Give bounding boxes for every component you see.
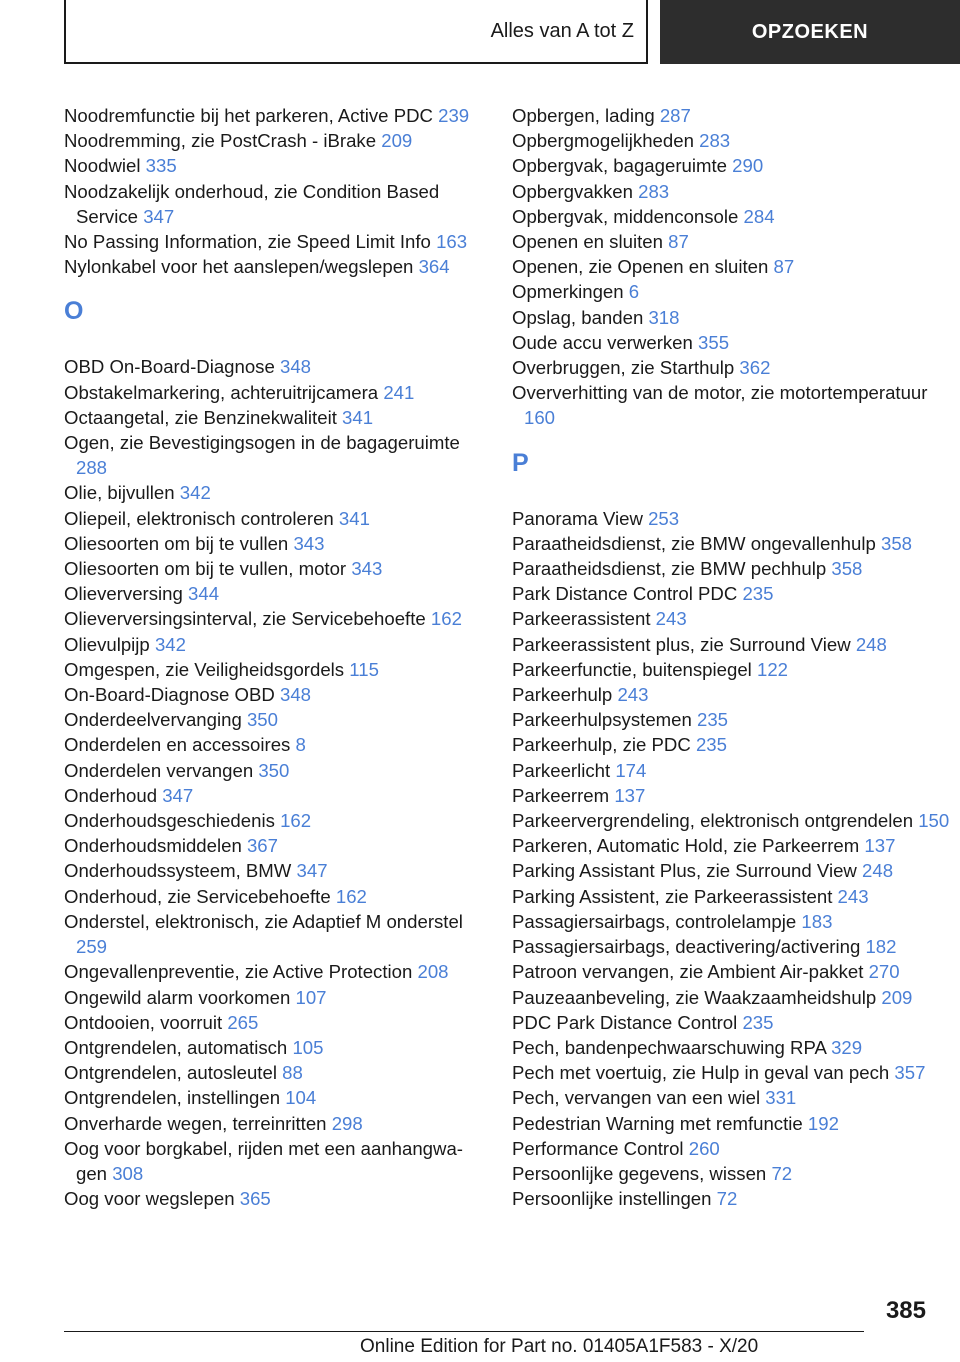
index-entry [64, 1136, 484, 1186]
page-reference-link[interactable]: 209 [881, 986, 913, 1008]
index-entry-text: Parking Assistent, zie Parkeerassistent [512, 885, 833, 907]
index-entry-text: Ongewild alarm voorkomen [64, 986, 291, 1008]
tab-opzoeken[interactable] [660, 0, 960, 64]
index-entry-text: Oliepeil, elektronisch controleren [64, 507, 334, 529]
index-entry [512, 1161, 952, 1186]
index-entry-text: Opbergvak, bagageruimte [512, 155, 727, 177]
index-entry [512, 707, 952, 732]
page-reference-link[interactable]: 87 [668, 231, 689, 253]
index-entry [64, 1010, 484, 1035]
index-entry [64, 682, 484, 707]
page-reference-link[interactable]: 348 [280, 684, 312, 706]
index-entry-text: Opbergvak, middenconsole [512, 205, 739, 227]
footer-divider [64, 1331, 864, 1332]
index-entry-text: Opbergen, lading [512, 105, 655, 126]
page-reference-link[interactable]: 192 [807, 1112, 839, 1134]
index-entry-text: Onderdelen en accessoires [64, 734, 291, 756]
page-reference-link[interactable]: 350 [246, 709, 278, 731]
index-entry-text: Noodzakelijk onderhoud, zie Condition Based Service [64, 180, 440, 227]
index-entry [512, 1060, 952, 1085]
index-entry [512, 934, 952, 959]
index-section-letter: P [512, 448, 529, 477]
index-entry-text: Octaangetal, zie Benzinekwaliteit [64, 406, 337, 428]
index-entry [64, 128, 484, 153]
index-entry [64, 657, 484, 682]
page-reference-link[interactable]: 358 [881, 532, 913, 554]
index-entry [512, 179, 952, 204]
index-entry-text: Noodremming, zie PostCrash - iBrake [64, 130, 377, 152]
page-reference-link[interactable]: 72 [771, 1162, 793, 1184]
index-entry [512, 380, 952, 430]
index-entry-text: Onderhoud, zie Servicebehoefte [64, 885, 331, 907]
index-entry-text: Ogen, zie Bevestigingsogen in de bagageruimte [64, 432, 460, 454]
page-reference-link[interactable]: 87 [773, 256, 795, 278]
index-entry [512, 758, 952, 783]
index-entry [64, 808, 484, 833]
index-entry-text: Onderhoudsgeschiedenis [64, 810, 275, 832]
index-entry-text: Nylonkabel voor het aanslepen/wegslepen [64, 256, 414, 278]
footer-edition-text: Online Edition for Part no. 01405A1F583 - X/20 [360, 1336, 759, 1357]
page-number: 385 [885, 1297, 926, 1324]
page-reference-link[interactable]: 115 [349, 658, 379, 680]
index-entry [512, 153, 952, 178]
index-entry-text: Passagiersairbags, controlelampje [512, 910, 797, 932]
page-reference-link[interactable]: 342 [154, 633, 186, 655]
index-entry-text: Patroon vervangen, zie Ambient Air-pakket [512, 961, 864, 983]
index-entry-text: Paraatheidsdienst, zie BMW pechhulp [512, 558, 827, 580]
page-reference-link[interactable]: 350 [258, 759, 290, 781]
index-entry [64, 833, 484, 858]
index-entry [512, 204, 952, 229]
index-entry [64, 985, 484, 1010]
index-entry [512, 808, 952, 833]
page-reference-link[interactable]: 367 [246, 835, 278, 857]
index-entry-text: Parkeerassistent [512, 608, 651, 630]
index-entry-text: Onderdelen vervangen [64, 759, 254, 781]
index-entry-text: On-Board-Diagnose OBD [64, 684, 275, 706]
index-entry [64, 884, 484, 909]
page-reference-link[interactable]: 235 [697, 709, 729, 731]
index-entry-text: No Passing Information, zie Speed Limit Info [64, 231, 431, 253]
page-reference-link[interactable]: 265 [227, 1011, 259, 1033]
page-reference-link[interactable]: 308 [112, 1162, 144, 1184]
index-entry-text: Parkeren, Automatic Hold, zie Parkeerrem [512, 835, 860, 857]
index-entry [64, 506, 484, 531]
index-entry-text: Opmerkingen [512, 281, 624, 303]
index-entry-text: Overbruggen, zie Starthulp [512, 357, 735, 379]
page-reference-link[interactable]: 283 [699, 130, 731, 152]
index-entry [64, 380, 484, 405]
page-reference-link[interactable]: 88 [282, 1062, 303, 1084]
index-entry [512, 581, 952, 606]
page-reference-link[interactable]: 357 [894, 1062, 926, 1084]
index-entry-text: Parkeerlicht [512, 759, 611, 781]
index-entry [512, 279, 952, 304]
index-entry [64, 254, 484, 279]
index-entry [64, 1035, 484, 1060]
index-entry [512, 1035, 952, 1060]
footer-edition [360, 1336, 758, 1358]
index-entry-text: Ontgrendelen, autosleutel [64, 1062, 277, 1084]
index-entry [64, 606, 484, 631]
index-entry-text: Ontgrendelen, automatisch [64, 1036, 288, 1058]
page-reference-link[interactable]: 348 [280, 356, 312, 378]
tab-label-active: OPZOEKEN [751, 20, 869, 43]
index-entry-text: Openen, zie Openen en sluiten [512, 256, 769, 278]
page-reference-link[interactable]: 343 [293, 532, 325, 554]
page-reference-link[interactable]: 362 [739, 357, 771, 379]
index-entry-text: Olievulpijp [64, 633, 150, 655]
index-entry [64, 1186, 484, 1211]
page-reference-link[interactable]: 260 [688, 1137, 720, 1159]
index-entry [512, 531, 952, 556]
index-entry [512, 732, 952, 757]
page-reference-link[interactable]: 209 [381, 130, 413, 152]
page-reference-link[interactable]: 160 [524, 407, 556, 429]
index-entry [512, 103, 952, 128]
tab-label: Alles van A tot Z [490, 19, 634, 42]
page-reference-link[interactable]: 137 [864, 835, 896, 857]
index-entry [512, 884, 952, 909]
index-entry-text: Onverharde wegen, terreinritten [64, 1112, 327, 1134]
index-entry [64, 1085, 484, 1110]
index-entry [64, 581, 484, 606]
page-reference-link[interactable]: 241 [383, 381, 415, 403]
page-reference-link[interactable]: 347 [296, 860, 328, 882]
index-entry [512, 909, 952, 934]
page-reference-link[interactable]: 342 [179, 482, 211, 504]
page-reference-link[interactable]: 107 [295, 986, 327, 1008]
index-entry-text: Parkeerhulp [512, 684, 613, 706]
index-entry-text: Performance Control [512, 1137, 684, 1159]
index-entry [512, 1010, 952, 1035]
index-entry-text: Persoonlijke gegevens, wissen [512, 1162, 767, 1184]
index-entry [512, 506, 952, 531]
page-reference-link[interactable]: 248 [855, 633, 887, 655]
index-entry-text: Olieverversingsinterval, zie Servicebehoefte [64, 608, 426, 630]
page-reference-link[interactable]: 248 [862, 860, 894, 882]
index-entry [64, 632, 484, 657]
index-entry-text: Opbergmogelijkheden [512, 130, 694, 152]
index-entry-text: Parkeerhulp, zie PDC [512, 734, 691, 756]
index-entry-text: Parking Assistant Plus, zie Surround View [512, 860, 857, 882]
index-entry [64, 430, 484, 480]
page-reference-link[interactable]: 174 [615, 759, 647, 781]
index-entry [64, 480, 484, 505]
index-entry [512, 657, 952, 682]
page-reference-link[interactable]: 235 [695, 734, 727, 756]
index-entry-text: Parkeerfunctie, buitenspiegel [512, 658, 752, 680]
page-reference-link[interactable]: 318 [648, 306, 680, 328]
index-entry [64, 179, 484, 229]
page-reference-link[interactable]: 270 [868, 961, 900, 983]
index-entry [64, 732, 484, 757]
index-entry [64, 531, 484, 556]
index-entry-text: Parkeerhulpsystemen [512, 709, 692, 731]
index-entry [64, 959, 484, 984]
index-entry-text: Oliesoorten om bij te vullen, motor [64, 558, 347, 580]
index-entry-text: Openen en sluiten [512, 231, 663, 253]
index-entry-text: Ontdooien, voorruit [64, 1011, 223, 1033]
page-reference-link[interactable]: 183 [801, 910, 833, 932]
index-entry-text: Parkeerassistent plus, zie Surround View [512, 633, 851, 655]
index-entry [512, 1111, 952, 1136]
index-entry [512, 355, 952, 380]
index-entry [512, 606, 952, 631]
index-entry [512, 959, 952, 984]
index-entry-text: Oude accu verwerken [512, 331, 693, 353]
index-entry-text: Persoonlijke instellingen [512, 1188, 712, 1210]
page-reference-link[interactable]: 284 [743, 205, 775, 227]
page-reference-link[interactable]: 104 [285, 1087, 317, 1109]
index-entry [512, 985, 952, 1010]
index-entry [64, 405, 484, 430]
index-entry [512, 229, 952, 254]
index-entry [64, 858, 484, 883]
page-reference-link[interactable]: 287 [659, 105, 691, 126]
index-entry-text: Oververhitting van de motor, zie motortemperatuur [512, 382, 928, 404]
page-reference-link[interactable]: 235 [742, 583, 774, 605]
index-entry [512, 330, 952, 355]
index-entry-text: Onderdeelvervanging [64, 709, 242, 731]
index-entry [512, 254, 952, 279]
page-reference-link[interactable]: 364 [418, 256, 450, 278]
page-reference-link[interactable]: 341 [342, 406, 374, 428]
page-reference-link[interactable]: 283 [638, 180, 670, 202]
index-entry-text: Pech, vervangen van een wiel [512, 1087, 761, 1109]
index-entry [64, 354, 484, 379]
index-entry-text: Onderhoudssysteem, BMW [64, 860, 292, 882]
page-reference-link[interactable]: 105 [292, 1036, 324, 1058]
index-entry [512, 1136, 952, 1161]
page-reference-link[interactable]: 150 [918, 810, 950, 832]
page-reference-link[interactable]: 329 [831, 1036, 863, 1058]
index-entry [512, 858, 952, 883]
tab-alles-van-a-tot-z[interactable] [64, 0, 648, 64]
page-reference-link[interactable]: 259 [76, 936, 108, 958]
index-entry-text: Onderhoudsmiddelen [64, 835, 242, 857]
index-entry [64, 1111, 484, 1136]
index-entry-text: Oog voor wegslepen [64, 1188, 235, 1210]
page-reference-link[interactable]: 343 [351, 558, 383, 580]
index-entry-text: Omgespen, zie Veiligheidsgordels [64, 658, 345, 680]
index-entry-text: Parkeerrem [512, 784, 610, 806]
page-reference-link[interactable]: 288 [76, 457, 108, 479]
page-reference-link[interactable]: 208 [417, 961, 449, 983]
index-entry-text: Pedestrian Warning met remfunctie [512, 1112, 803, 1134]
page-reference-link[interactable]: 355 [698, 331, 730, 353]
index-entry-text: Pech, bandenpechwaarschuwing RPA [512, 1036, 826, 1058]
page-reference-link[interactable]: 8 [295, 734, 306, 756]
page-reference-link[interactable]: 239 [438, 105, 470, 126]
index-entry-text: Opbergvakken [512, 180, 633, 202]
page-reference-link[interactable]: 6 [628, 281, 640, 303]
index-entry-text: Ongevallenpreventie, zie Active Protection [64, 961, 413, 983]
index-entry [64, 556, 484, 581]
index-entry-text: Noodremfunctie bij het parkeren, Active PDC [64, 105, 433, 126]
index-entry [64, 1060, 484, 1085]
index-entry-text: Pech met voertuig, zie Hulp in geval van pech [512, 1062, 890, 1084]
page-reference-link[interactable]: 335 [145, 155, 177, 177]
index-entry-text: Opslag, banden [512, 306, 644, 328]
page-reference-link[interactable]: 243 [655, 608, 687, 630]
index-entry [64, 153, 484, 178]
index-entry [512, 783, 952, 808]
index-entry-text: Ontgrendelen, instellingen [64, 1087, 281, 1109]
page-reference-link[interactable]: 182 [865, 936, 897, 958]
index-entry-text: Park Distance Control PDC [512, 583, 738, 605]
index-entry-text: Paraatheidsdienst, zie BMW ongevallenhulp [512, 532, 876, 554]
index-entry-text: Olieverversing [64, 583, 183, 605]
index-entry [64, 707, 484, 732]
index-entry-text: Oog voor borgkabel, rijden met een aanhangwagen [64, 1137, 463, 1184]
index-entry [64, 783, 484, 808]
index-entry-text: Pauzeaanbeveling, zie Waakzaamheidshulp [512, 986, 877, 1008]
index-entry-text: Panorama View [512, 507, 643, 529]
index-entry [512, 556, 952, 581]
index-entry-text: Noodwiel [64, 155, 141, 177]
page-reference-link[interactable]: 347 [162, 784, 194, 806]
index-entry-text: Onderhoud [64, 784, 158, 806]
page-reference-link[interactable]: 162 [430, 608, 462, 630]
page-reference-link[interactable]: 162 [280, 810, 312, 832]
page-reference-link[interactable]: 365 [239, 1188, 271, 1210]
page-reference-link[interactable]: 347 [143, 205, 175, 227]
index-entry [512, 305, 952, 330]
index-entry [512, 128, 952, 153]
page-reference-link[interactable]: 122 [756, 658, 789, 680]
page-reference-link[interactable]: 243 [837, 885, 869, 907]
index-entry-text: Oliesoorten om bij te vullen [64, 532, 289, 554]
page-reference-link[interactable]: 72 [716, 1188, 738, 1210]
index-entry [512, 682, 952, 707]
index-entry-text: Onderstel, elektronisch, zie Adaptief M onderstel [64, 910, 463, 932]
index-entry [64, 103, 484, 128]
index-entry-text: Passagiersairbags, deactivering/activering [512, 936, 861, 958]
index-entry [512, 1085, 952, 1110]
index-entry [512, 632, 952, 657]
page-reference-link[interactable]: 358 [831, 558, 863, 580]
index-entry [512, 833, 952, 858]
index-entry-text: Obstakelmarkering, achteruitrijcamera [64, 381, 379, 403]
page-reference-link[interactable]: 163 [436, 231, 468, 253]
index-entry [64, 758, 484, 783]
index-section-letter: O [64, 297, 84, 326]
page-reference-link[interactable]: 253 [648, 507, 680, 529]
index-entry [64, 229, 484, 254]
index-column-right [512, 103, 952, 1211]
page-reference-link[interactable]: 235 [742, 1011, 774, 1033]
index-entry [64, 909, 484, 959]
page-reference-link[interactable]: 341 [338, 507, 370, 529]
page-reference-link[interactable]: 162 [335, 885, 367, 907]
index-entry-text: PDC Park Distance Control [512, 1011, 738, 1033]
index-entry-text: Parkeervergrendeling, elektronisch ontgrendelen [512, 810, 914, 832]
page-reference-link[interactable]: 344 [188, 583, 220, 605]
page-reference-link[interactable]: 243 [617, 684, 649, 706]
index-entry-text: OBD On-Board-Diagnose [64, 356, 275, 378]
page-reference-link[interactable]: 298 [331, 1112, 363, 1134]
index-entry-text: Olie, bijvullen [64, 482, 175, 504]
page-reference-link[interactable]: 331 [765, 1087, 797, 1109]
index-column-left [64, 103, 484, 1211]
page-reference-link[interactable]: 290 [732, 155, 764, 177]
page-reference-link[interactable]: 137 [614, 784, 646, 806]
index-entry [512, 1186, 952, 1211]
